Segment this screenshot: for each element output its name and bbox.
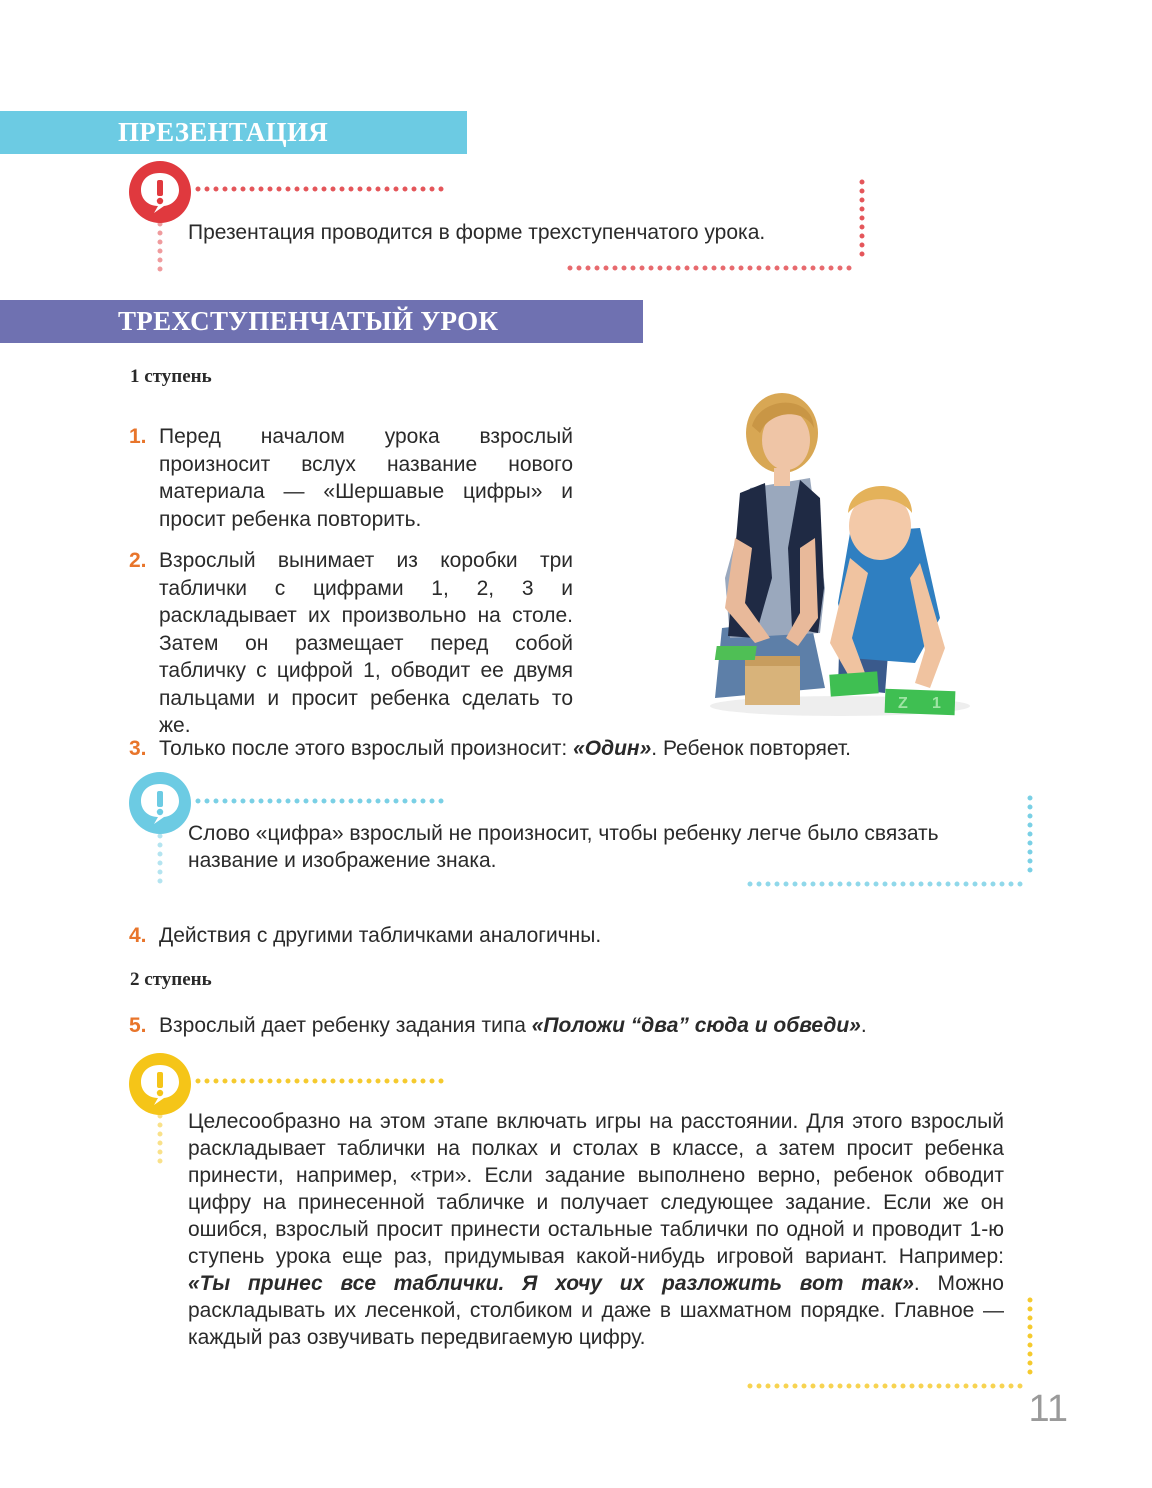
item-5-text-a: Взрослый дает ребенку задания типа bbox=[159, 1014, 532, 1037]
note-presentation-text: Презентация проводится в форме трехступенчатого урока. bbox=[188, 221, 766, 244]
section-heading-presentation: ПРЕЗЕНТАЦИЯ bbox=[0, 111, 467, 154]
item-3-number: 3. bbox=[129, 737, 147, 760]
item-4-text: Действия с другими табличками аналогичны. bbox=[159, 924, 602, 947]
note-word-digit-text: Слово «цифра» взрослый не произносит, чтобы ребенку легче было связать название и изображение знака. bbox=[188, 822, 939, 872]
svg-text:Z: Z bbox=[898, 695, 908, 712]
item-5-text bbox=[159, 1012, 1019, 1040]
svg-text:1: 1 bbox=[932, 695, 941, 712]
note-distance-games-text bbox=[188, 1108, 1004, 1351]
note-3-quote: «Ты принес все таблички. Я хочу их разложить вот так» bbox=[188, 1272, 914, 1295]
item-5-number: 5. bbox=[129, 1014, 147, 1037]
item-1-text: Перед началом урока взрослый произносит вслух название нового материала — «Шершавые цифры» и просит ребенка повторить. bbox=[159, 425, 573, 531]
item-1-number: 1. bbox=[129, 425, 147, 448]
item-3-text-a: Только после этого взрослый произносит: bbox=[159, 737, 574, 760]
step-1-title: 1 ступень bbox=[130, 366, 212, 387]
item-5-text-c: . bbox=[860, 1014, 867, 1037]
teacher-child-photo bbox=[700, 388, 970, 723]
item-2-number: 2. bbox=[129, 549, 147, 572]
note-3-text-a: Целесообразно на этом этапе включать игры на расстоянии. Для этого взрослый раскладывает таблички на полках и столах в классе, а затем просит ребенка принести, например, «три». Если задание выполнено верно, ребенок обводит цифру на принесенной табличке и получает следующее задание. Если же он ошибся, взрослый просит принести остальные таблички по одной и проводит 1-ю ступень урока еще раз, придумывая какой-нибудь игровой вариант. Например: bbox=[188, 1110, 1004, 1268]
note-3-text-c: . Можно раскладывать их лесенкой, столбиком и даже в шахматном порядке. Главное — каждый раз озвучивать передвигаемую цифру. bbox=[188, 1272, 1004, 1349]
item-4-number: 4. bbox=[129, 924, 147, 947]
item-2-text: Взрослый вынимает из коробки три таблички с цифрами 1, 2, 3 и раскладывает их произвольно на столе. Затем он размещает перед собой табличку с цифрой 1, обводит ее двумя пальцами и просит ребенка сделать то же. bbox=[159, 549, 573, 737]
page-number: 11 bbox=[1028, 1388, 1068, 1430]
section-heading-lesson: ТРЕХСТУПЕНЧАТЫЙ УРОК bbox=[0, 300, 643, 343]
step-2-title: 2 ступень bbox=[130, 969, 212, 990]
item-3-text bbox=[159, 735, 1019, 763]
item-3-text-c: . Ребенок повторяет. bbox=[651, 737, 851, 760]
item-3-quote: «Один» bbox=[573, 737, 652, 760]
item-5-quote: «Положи “два” сюда и обведи» bbox=[531, 1014, 861, 1037]
